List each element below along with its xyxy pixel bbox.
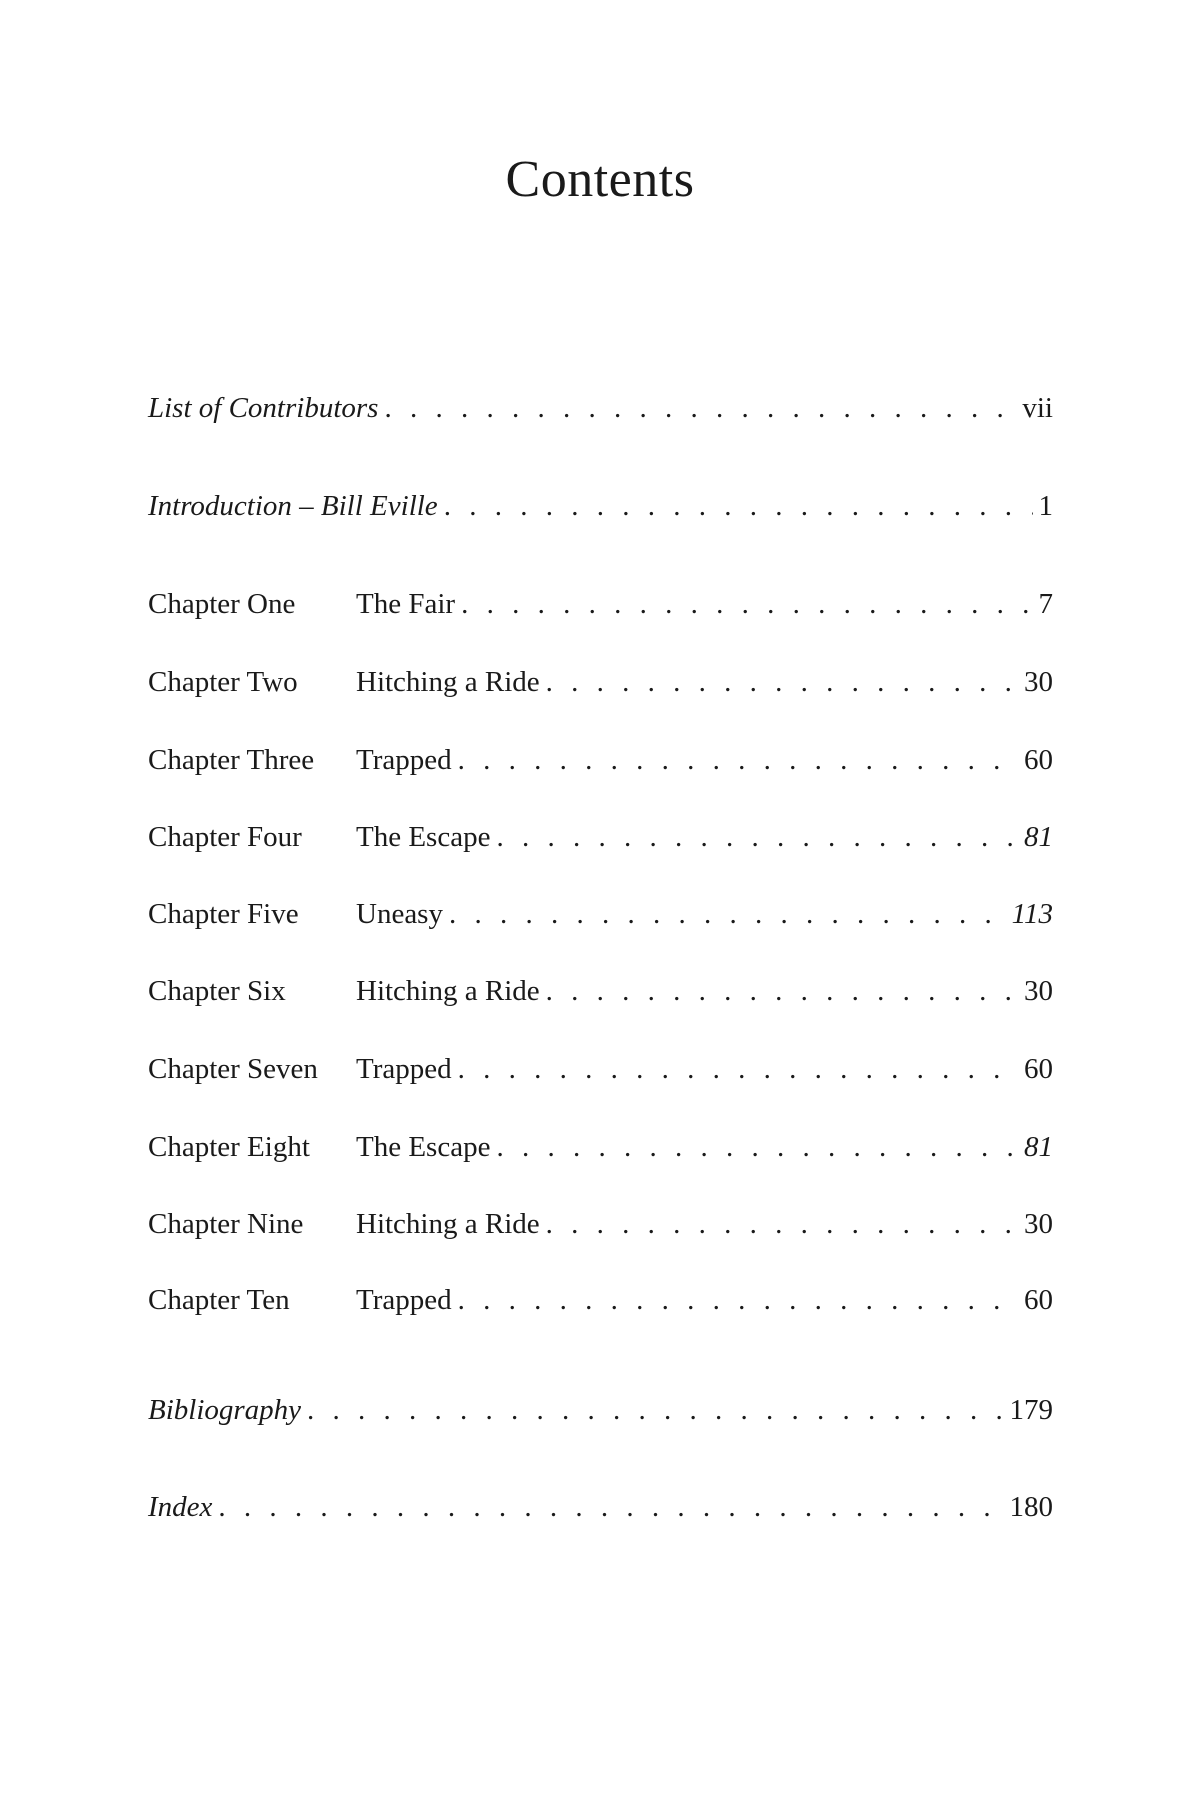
toc-entry-chapter-six[interactable] <box>148 971 1053 1011</box>
chapter-number: Chapter Seven <box>148 1053 318 1085</box>
dot-leader <box>496 817 1018 857</box>
dot-leader <box>546 662 1018 702</box>
toc-entry-bibliography[interactable] <box>148 1390 1053 1430</box>
toc-entry-chapter-eight[interactable] <box>148 1127 1053 1167</box>
chapter-page: 30 <box>1024 975 1053 1007</box>
chapter-title: The Fair <box>356 588 456 620</box>
toc-entry-chapter-four[interactable] <box>148 817 1053 857</box>
chapter-number: Chapter One <box>148 588 296 620</box>
dot-leader <box>307 1390 1003 1430</box>
toc-entry-chapter-ten[interactable] <box>148 1280 1053 1320</box>
chapter-title: Trapped <box>356 1053 452 1085</box>
toc-entry-chapter-three[interactable] <box>148 740 1053 780</box>
dot-leader <box>458 1049 1018 1089</box>
chapter-title: Hitching a Ride <box>356 1208 540 1240</box>
chapter-title: Trapped <box>356 744 452 776</box>
chapter-title: The Escape <box>356 821 491 853</box>
toc-entry-label: Index <box>148 1491 213 1523</box>
toc-entry-chapter-two[interactable] <box>148 662 1053 702</box>
toc-entry-page: 179 <box>1009 1394 1053 1426</box>
chapter-page: 30 <box>1024 1208 1053 1240</box>
dot-leader <box>496 1127 1018 1167</box>
chapter-number: Chapter Six <box>148 975 286 1007</box>
toc-entry-introduction[interactable] <box>148 486 1053 526</box>
toc-entry-list-of-contributors[interactable] <box>148 388 1053 428</box>
toc-entry-page: vii <box>1022 392 1053 424</box>
dot-leader <box>458 740 1018 780</box>
chapter-page: 81 <box>1024 821 1053 853</box>
toc-entry-page: 180 <box>1009 1491 1053 1523</box>
chapter-number: Chapter Eight <box>148 1131 310 1163</box>
dot-leader <box>546 971 1018 1011</box>
chapter-title: Trapped <box>356 1284 452 1316</box>
chapter-title: Hitching a Ride <box>356 975 540 1007</box>
dot-leader <box>458 1280 1018 1320</box>
dot-leader <box>444 486 1033 526</box>
chapter-page: 113 <box>1011 898 1053 930</box>
chapter-number: Chapter Nine <box>148 1208 304 1240</box>
chapter-number: Chapter Three <box>148 744 315 776</box>
chapter-page: 30 <box>1024 666 1053 698</box>
dot-leader <box>449 894 1006 934</box>
toc-entry-page: 1 <box>1038 490 1053 522</box>
toc-entry-label: Introduction – Bill Eville <box>148 490 438 522</box>
chapter-number: Chapter Four <box>148 821 302 853</box>
dot-leader <box>461 584 1032 624</box>
chapter-title: Uneasy <box>356 898 443 930</box>
toc-entry-chapter-nine[interactable] <box>148 1204 1053 1244</box>
dot-leader <box>384 388 1016 428</box>
table-of-contents <box>148 0 1053 1803</box>
chapter-number: Chapter Five <box>148 898 299 930</box>
chapter-number: Chapter Two <box>148 666 298 698</box>
chapter-page: 7 <box>1038 588 1053 620</box>
toc-entry-chapter-seven[interactable] <box>148 1049 1053 1089</box>
chapter-page: 60 <box>1024 744 1053 776</box>
toc-entry-chapter-one[interactable] <box>148 584 1053 624</box>
chapter-page: 60 <box>1024 1284 1053 1316</box>
dot-leader <box>546 1204 1018 1244</box>
toc-entry-label: List of Contributors <box>148 392 379 424</box>
chapter-page: 81 <box>1024 1131 1053 1163</box>
page-title: Contents <box>505 151 695 208</box>
dot-leader <box>218 1487 1003 1527</box>
chapter-title: The Escape <box>356 1131 491 1163</box>
toc-entry-chapter-five[interactable] <box>148 894 1053 934</box>
chapter-number: Chapter Ten <box>148 1284 290 1316</box>
chapter-page: 60 <box>1024 1053 1053 1085</box>
toc-entry-index[interactable] <box>148 1487 1053 1527</box>
toc-entry-label: Bibliography <box>148 1394 302 1426</box>
chapter-title: Hitching a Ride <box>356 666 540 698</box>
